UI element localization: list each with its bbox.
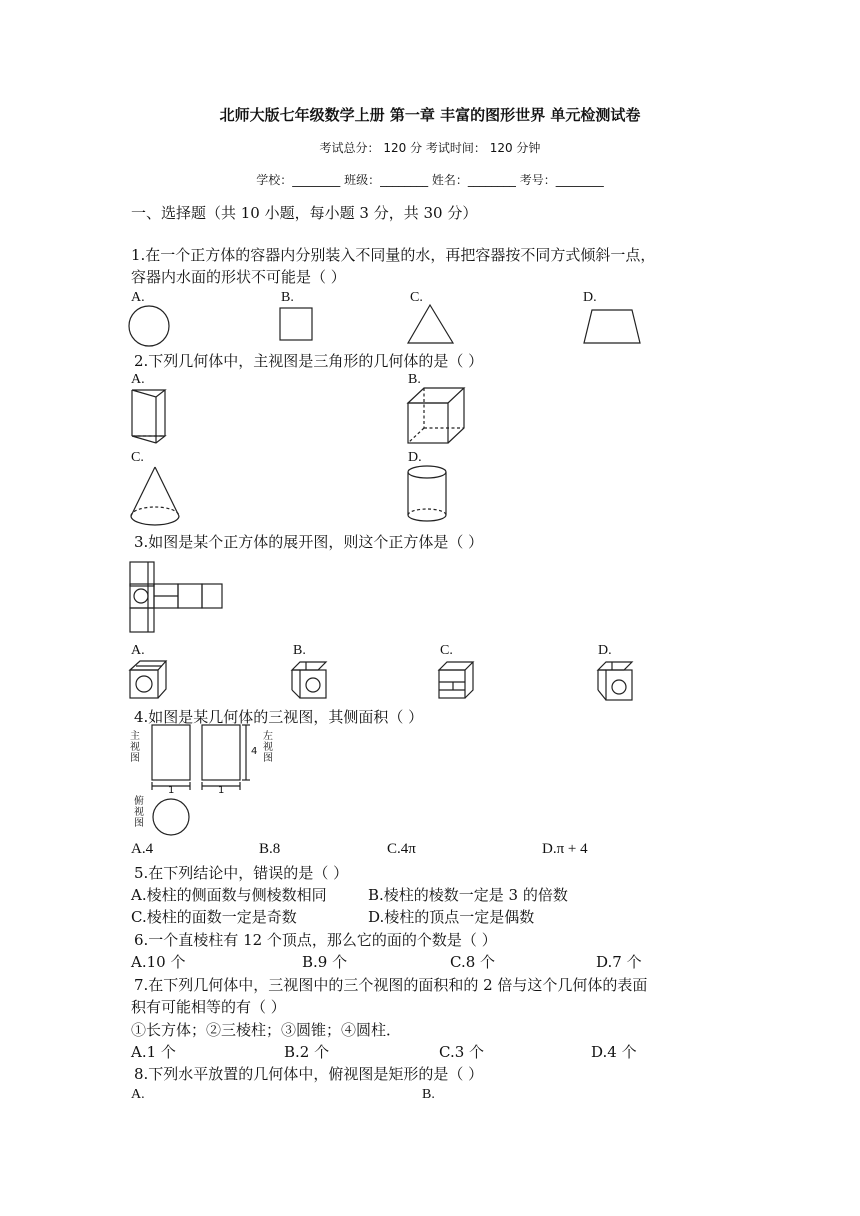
- section-heading: 一、选择题（共 10 小题，每小题 3 分，共 30 分）: [131, 204, 478, 222]
- q7-option-c[interactable]: C.3 个: [439, 1043, 485, 1061]
- q5-option-a[interactable]: A.棱柱的侧面数与侧棱数相同: [131, 886, 327, 904]
- q3-option-b[interactable]: B.: [293, 643, 306, 658]
- dimension-front-width: 1: [168, 785, 175, 796]
- question-4: 4.如图是某几何体的三视图，其侧面积（ ）: [134, 708, 424, 726]
- question-7-line3: ①长方体；②三棱柱；③圆锥；④圆柱．: [131, 1021, 402, 1039]
- q5-option-d[interactable]: D.棱柱的顶点一定是偶数: [368, 908, 535, 926]
- triangle-figure: [406, 303, 456, 345]
- question-2: 2.下列几何体中，主视图是三角形的几何体的是（ ）: [134, 352, 484, 370]
- q8-option-b[interactable]: B.: [422, 1087, 435, 1102]
- question-1-line2: 容器内水面的形状不可能是（ ）: [131, 268, 346, 286]
- dimension-height: 4: [251, 746, 258, 757]
- q1-option-b[interactable]: B.: [281, 290, 294, 305]
- page-title: 北师大版七年级数学上册 第一章 丰富的图形世界 单元检测试卷: [219, 106, 641, 124]
- q1-option-c[interactable]: C.: [410, 290, 423, 305]
- q6-option-d[interactable]: D.7 个: [596, 953, 642, 971]
- question-7-line1: 7.在下列几何体中，三视图中的三个视图的面积和的 2 倍与这个几何体的表面: [134, 976, 648, 994]
- top-view-circle-figure: [150, 798, 194, 838]
- q2-option-a[interactable]: A.: [131, 372, 145, 387]
- q4-option-d[interactable]: D.π + 4: [542, 841, 588, 857]
- q8-option-a[interactable]: A.: [131, 1087, 145, 1102]
- exam-info: 考试总分： 120 分 考试时间： 120 分钟: [319, 141, 541, 155]
- cube-net-figure: [128, 560, 228, 634]
- q4-option-a[interactable]: A.4: [131, 841, 154, 857]
- q2-option-c[interactable]: C.: [131, 450, 144, 465]
- question-3: 3.如图是某个正方体的展开图，则这个正方体是（ ）: [134, 533, 484, 551]
- q7-option-a[interactable]: A.1 个: [131, 1043, 176, 1061]
- q4-option-b[interactable]: B.8: [259, 841, 281, 857]
- q2-option-d[interactable]: D.: [408, 450, 422, 465]
- q3-option-a[interactable]: A.: [131, 643, 145, 658]
- question-7-line2: 积有可能相等的有（ ）: [131, 998, 286, 1016]
- top-view-label: 俯视图: [134, 796, 144, 829]
- cylinder-figure: [405, 463, 451, 527]
- three-views-figure: [148, 722, 263, 800]
- q6-option-b[interactable]: B.9 个: [302, 953, 348, 971]
- q5-option-c[interactable]: C.棱柱的面数一定是奇数: [131, 908, 297, 926]
- question-5: 5.在下列结论中，错误的是（ ）: [134, 864, 349, 882]
- q5-option-b[interactable]: B.棱柱的棱数一定是 3 的倍数: [368, 886, 568, 904]
- q2-option-b[interactable]: B.: [408, 372, 421, 387]
- student-info-line: 学校：________ 班级：________ 姓名：________ 考号：________: [256, 173, 604, 187]
- cone-figure: [128, 464, 184, 530]
- q3-option-c[interactable]: C.: [440, 643, 453, 658]
- q1-option-a[interactable]: A.: [131, 290, 145, 305]
- circle-figure: [128, 305, 172, 347]
- q7-option-b[interactable]: B.2 个: [284, 1043, 330, 1061]
- trapezoid-figure: [580, 308, 644, 346]
- square-figure: [278, 306, 314, 342]
- triangular-prism-figure: [128, 386, 170, 446]
- q4-option-c[interactable]: C.4π: [387, 841, 416, 857]
- cube-option-a-figure: [128, 658, 168, 700]
- q6-option-a[interactable]: A.10 个: [131, 953, 186, 971]
- q6-option-c[interactable]: C.8 个: [450, 953, 496, 971]
- cube-figure: [405, 385, 467, 447]
- q7-option-d[interactable]: D.4 个: [591, 1043, 637, 1061]
- question-6: 6.一个直棱柱有 12 个顶点，那么它的面的个数是（ ）: [134, 931, 497, 949]
- cube-option-c-figure: [437, 660, 477, 702]
- front-view-label: 主视图: [130, 731, 140, 764]
- cube-option-d-figure: [596, 660, 636, 702]
- dimension-left-width: 1: [218, 785, 225, 796]
- question-1-line1: 1.在一个正方体的容器内分别装入不同量的水，再把容器按不同方式倾斜一点，: [131, 246, 656, 264]
- left-view-label: 左视图: [263, 731, 273, 764]
- q3-option-d[interactable]: D.: [598, 643, 612, 658]
- q1-option-d[interactable]: D.: [583, 290, 597, 305]
- question-8: 8.下列水平放置的几何体中，俯视图是矩形的是（ ）: [134, 1065, 484, 1083]
- cube-option-b-figure: [290, 660, 330, 702]
